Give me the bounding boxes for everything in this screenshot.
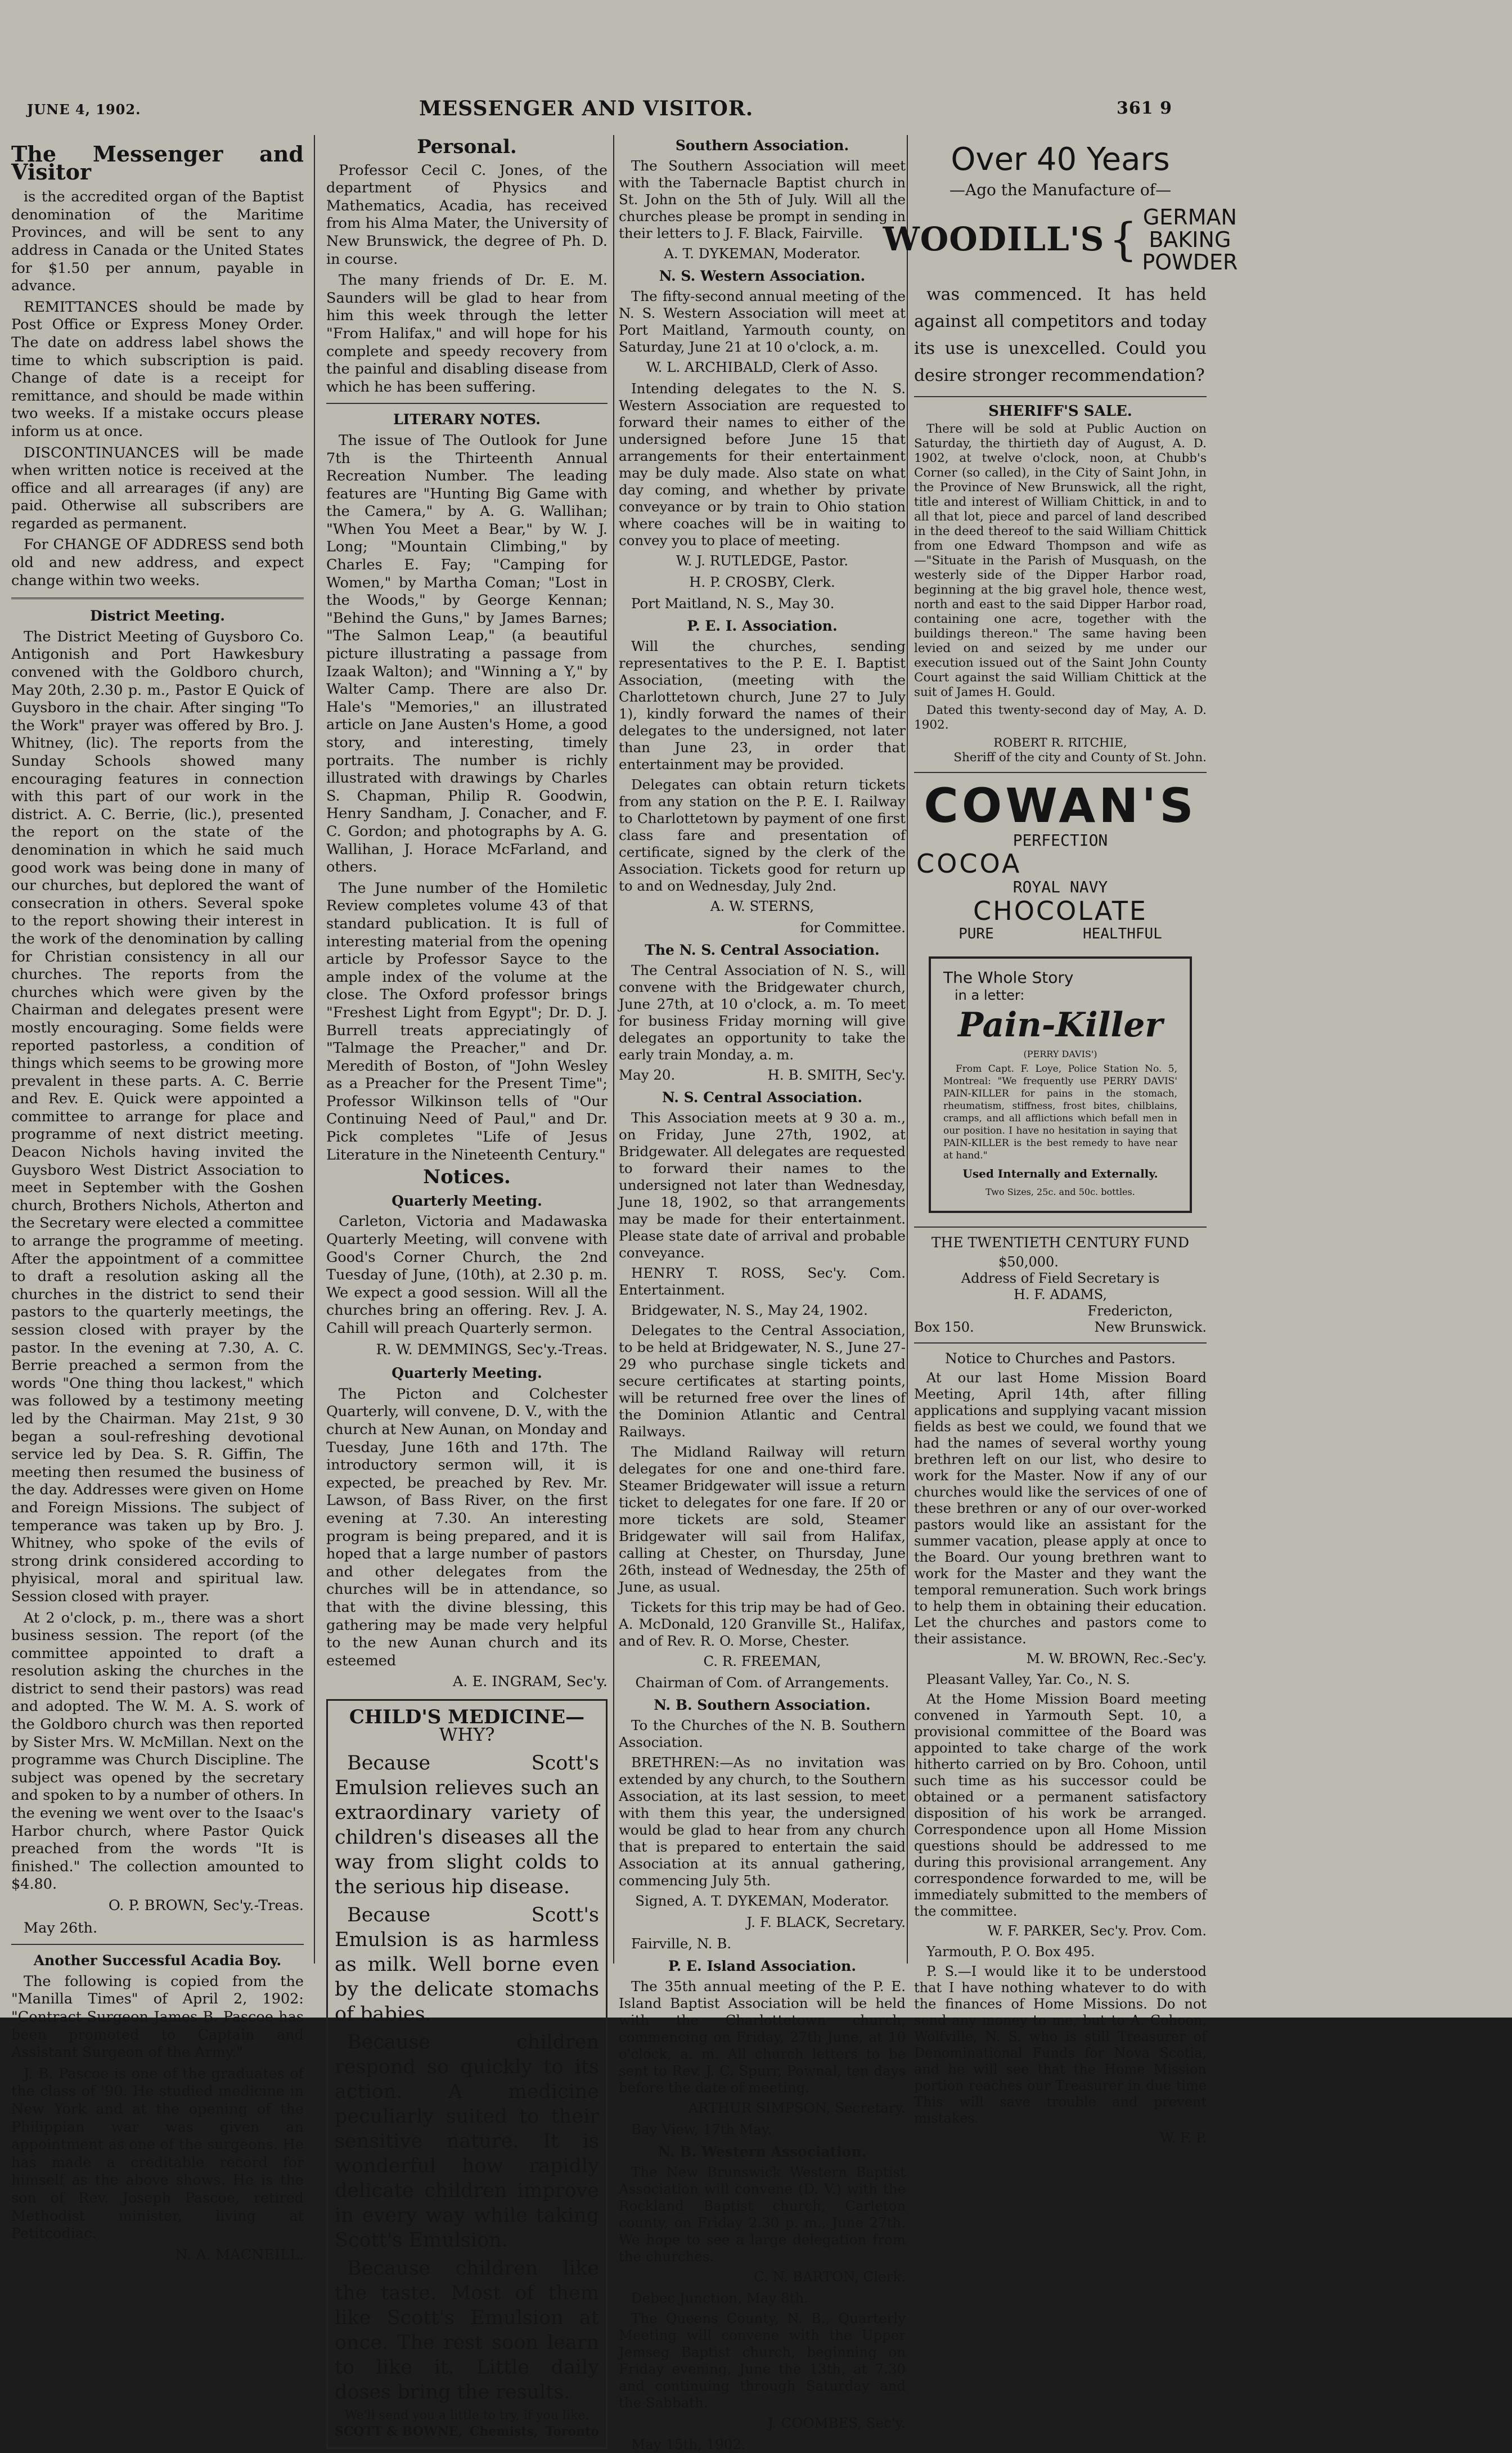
- fund-address: Address of Field Secretary is: [961, 1270, 1160, 1287]
- notice-date: Bay View, 17th May.: [631, 2121, 772, 2137]
- notice-date: Fairville, N. B.: [631, 1935, 732, 1952]
- article-title: District Meeting.: [90, 608, 225, 625]
- article-paragraph: At 2 o'clock, p. m., there was a short business session. The report (of the committee appointed to draft a resolution asking the churches in the district to send their pastors) was read and adopted. The W. M. A. S. work of the Goldboro church was then reported by Sister Mrs. W. McMillan. Next on the programme was Church Discipline. The subject was opened by the secretary and spoken to by a number of others. In the evening we went over to the Isaac's Harbor church, where Pastor Quick preached from the words "It is finished." The collection amounted to $4.80.: [11, 1609, 304, 1893]
- issue-date: JUNE 4, 1902.: [27, 101, 141, 118]
- notice-signature: J. F. BLACK, Secretary.: [746, 1914, 906, 1930]
- notice-signature: Signed, A. T. DYKEMAN, Moderator.: [635, 1893, 889, 1909]
- notice-title: Quarterly Meeting.: [392, 1192, 542, 1209]
- notice-title: Notice to Churches and Pastors.: [945, 1350, 1176, 1367]
- article-paragraph: The June number of the Homiletic Review completes volume 43 of that standard publication. It is full of interesting material from the opening article by Professor Sayce to the ample index of the volume at the close. The Oxford professor brings "Freshest Light from Egypt"; Dr. D. J. Burrell treats appreciatingly of "Talmage the Preacher," and Dr. Meredith of Boston, of "John Wesley as a Preacher for the Present Time"; Professor Wilkinson tells of "Our Continuing Need of Paul," and Dr. Pick completes "Life of Jesus Literature in the Nineteenth Century.": [326, 879, 608, 1163]
- divider: [11, 597, 304, 599]
- notice-title: THE TWENTIETH CENTURY FUND: [931, 1234, 1190, 1251]
- fund-city: Fredericton,: [1087, 1303, 1173, 1319]
- notice-title: The N. S. Central Association.: [645, 942, 880, 958]
- notice-paragraph: At the Home Mission Board meeting convened in Yarmouth Sept. 10, a provisional committee of the Board was appointed to take charge of the work hitherto carried on by Bro. Cohoon, until such time as his successor could be obtained or a permanent satisfactory disposition of his work be arranged. Correspondence upon all Home Mission questions should be addressed to me during this provisional arrangement. Any correspondence forwarded to me, will be immediately submitted to the members of the committee.: [914, 1691, 1207, 1920]
- fund-box: Box 150.: [914, 1319, 974, 1336]
- fund-name: H. F. ADAMS,: [1013, 1287, 1108, 1303]
- notice-footer: [619, 1067, 906, 1084]
- ad-footer-company: SCOTT & BOWNE,: [335, 2424, 463, 2439]
- notice-title: N. S. Western Association.: [659, 268, 866, 284]
- ad-small-print: We'll send you a little to try, if you like.: [344, 2409, 590, 2423]
- ad-paragraph: Because Scott's Emulsion is as harmless as milk. Well borne even by the delicate stomachs of babies.: [335, 1904, 599, 2026]
- divider: [914, 1342, 1207, 1344]
- notice-signature: C. R. FREEMAN,: [703, 1653, 821, 1669]
- notice-title: N. S. Central Association.: [662, 1089, 863, 1106]
- notice-title: N. B. Western Association.: [658, 2144, 867, 2160]
- notice-signature: Sheriff of the city and County of St. John.: [953, 750, 1207, 765]
- ad-product-line: GERMAN: [1142, 204, 1237, 230]
- notice-date: May 15th, 1902.: [631, 2436, 746, 2452]
- ad-footer: [335, 2424, 599, 2439]
- ad-paragraph: Because children like the taste. Most of them like Scott's Emulsion at once. The rest soon learn to like it. Little daily doses bring the results.: [335, 2257, 599, 2404]
- fund-amount: $50,000.: [998, 1254, 1059, 1270]
- article-date: May 26th.: [24, 1919, 98, 1937]
- section-title: LITERARY NOTES.: [393, 411, 541, 428]
- notice-paragraph: The New Brunswick Western Baptist Association will convene (D. V.) with the Rockland Baptist church, Carleton county, on Friday 2.30 p. m., June 27th. We hope to see a large delegation from the churches.: [619, 2164, 906, 2265]
- notice-paragraph: Will the churches, sending representatives to the P. E. I. Baptist Association, (meeting with the Charlottetown church, June 27 to July 1), kindly forward the names of their delegates to the undersigned, not later than June 23, in order that entertainment may be provided.: [619, 638, 906, 772]
- divider: [326, 403, 608, 404]
- notice-paragraph: The Southern Association will meet with the Tabernacle Baptist church in St. John on the 5th of July. Will all the churches please be prompt in sending in their letters to J. F. Black, Fairville.: [619, 158, 906, 241]
- divider: [11, 1944, 304, 1945]
- article-paragraph: The issue of The Outlook for June 7th is the Thirteenth Annual Recreation Number. The leading features are "Hunting Big Game with the Camera," by A. G. Wallihan; "When You Meet a Bear," by W. J. Long; "Mountain Climbing," by Charles E. Fay; "Camping for Women," by Martha Coman; "Lost in the Woods," by George Kennan; "Behind the Guns," by James Barnes; "The Salmon Leap," (a beautiful picture illustrating a passage from Izaak Walton); and "Winning a Y," by Walter Camp. There are also Dr. Hale's "Memories," an illustrated article on Jane Austen's Home, a good story, and interesting, timely portraits. The number is richly illustrated with drawings by Charles S. Chapman, Philip R. Goodwin, Henry Sandham, J. Conacher, and F. C. Gordon; and photographs by A. G. Wallihan, J. Horace McFarland, and others.: [326, 432, 608, 876]
- ad-brand: WOODILL'S: [883, 219, 1105, 258]
- ad-sizes: Two Sizes, 25c. and 50c. bottles.: [986, 1186, 1135, 1197]
- notice-paragraph: Carleton, Victoria and Madawaska Quarterly Meeting, will convene with Good's Corner Church, the 2nd Tuesday of June, (10th), at 2.30 p. m. We expect a good session. Will all the churches bring an offering. Rev. J. A. Cahill will preach Quarterly sermon.: [326, 1213, 608, 1337]
- notice-place: Yarmouth, P. O. Box 495.: [926, 1944, 1095, 1960]
- notice-signature: ROBERT R. RITCHIE,: [993, 735, 1127, 750]
- ad-intro: The Whole Story: [943, 968, 1074, 987]
- notice-paragraph: To the Churches of the N. B. Southern Association.: [619, 1717, 906, 1750]
- ad-title: CHILD'S MEDICINE—: [349, 1705, 585, 1728]
- notice-date: Debec Junction, May 8th.: [631, 2290, 809, 2306]
- remittances-note: REMITTANCES should be made by Post Office or Express Money Order. The date on address label shows the time to which subscription is paid. Change of date is a receipt for remittance, and should be made within two weeks. If a mistake occurs please inform us at once.: [11, 298, 304, 440]
- column-1: [11, 128, 304, 2263]
- ad-product-line: POWDER: [1142, 249, 1238, 275]
- page-number: 361 9: [1117, 98, 1172, 118]
- ad-line: ROYAL NAVY: [1012, 878, 1108, 897]
- ad-subhead: —Ago the Manufacture of—: [949, 181, 1172, 199]
- article-signature: N. A. MACNEILL.: [175, 2246, 304, 2263]
- notice-paragraph: The 35th annual meeting of the P. E. Island Baptist Association will be held with the Charlottetown church, commencing on Friday, 27th June, at 10 o'clock, a. m. All church letters to be sent to Rev. J. C. Spurr, Pownal, ten days before the date of meeting.: [619, 1978, 906, 2096]
- ad-brand: Pain-Killer: [957, 1005, 1163, 1045]
- fund-province: New Brunswick.: [1094, 1319, 1207, 1336]
- divider: [914, 772, 1207, 773]
- notice-paragraph: This Association meets at 9 30 a. m., on Friday, June 27th, 1902, at Bridgewater. All delegates are requested to forward their names to the undersigned not later than Wednesday, June 18, 1902, so that arrangements may be made for their entertainment. Please state date of arrival and probable conveyance.: [619, 1109, 906, 1261]
- ad-line: [914, 926, 1207, 944]
- ad-brand-sub: (PERRY DAVIS'): [1023, 1048, 1097, 1059]
- notice-paragraph: BRETHREN:—As no invitation was extended by any church, to the Southern Association, at its last session, to meet with them this year, the undersigned would be glad to hear from any church that is prepared to entertain the said Association at its annual gathering, commencing July 5th.: [619, 1754, 906, 1889]
- notice-date: Port Maitland, N. S., May 30.: [631, 595, 835, 612]
- ad-footer-city: Toronto: [545, 2424, 599, 2439]
- notice-signature: ARTHUR SIMPSON, Secretary.: [688, 2100, 906, 2116]
- masthead-text: is the accredited organ of the Baptist denomination of the Maritime Provinces, and will be sent to any address in Canada or the United States for $1.50 per annum, payable in advance.: [11, 188, 304, 295]
- newspaper-title: MESSENGER AND VISITOR.: [419, 97, 754, 120]
- notice-paragraph: P. S.—I would like it to be understood that I have nothing whatever to do with the finances of Home Missions. Do not send any money to me, but to A. Cohoon, Wolfville, N. S. who is still Treasurer of Denominational Funds for Nova Scotia, and he will see that the Home Mission portion reaches our Treasurer in due time This will save trouble and prevent mistakes.: [914, 1964, 1207, 2127]
- brace-icon: {: [1109, 213, 1138, 266]
- ad-subtitle: WHY?: [439, 1724, 495, 1746]
- notice-paragraph: The Midland Railway will return delegates for one and one-third fare. Steamer Bridgewater will issue a return ticket to delegates for one fare. If 20 or more tickets are sold, Steamer Bridgewater will sail from Halifax, calling at Chester, on Thursday, June 26th, instead of Wednesday, the 25th of June, as usual.: [619, 1444, 906, 1595]
- notice-signature: H. P. CROSBY, Clerk.: [689, 574, 835, 590]
- ad-line: CHOCOLATE: [973, 895, 1148, 926]
- fund-box-row: [914, 1319, 1207, 1336]
- divider: [914, 396, 1207, 397]
- notice-paragraph: Intending delegates to the N. S. Western Association are requested to forward their names to either of the undersigned before June 15 that arrangements for their entertainment may be duly made. Also state on what day coming, and whether by private conveyance or by train to Ohio station where coaches will be in waiting to convey you to place of meeting.: [619, 380, 906, 549]
- column-2: [326, 128, 608, 2439]
- article-paragraph: The following is copied from the "Manilla Times" of April 2, 1902: "Contract Surgeon James B. Pascoe has been promoted to Captain and Assistant Surgeon of the Army.": [11, 1973, 304, 2061]
- article-paragraph: Professor Cecil C. Jones, of the department of Physics and Mathematics, Acadia, has received from his Alma Mater, the University of New Brunswick, the degree of Ph. D. in course.: [326, 161, 608, 268]
- ad-paragraph: Because Scott's Emulsion relieves such an extraordinary variety of children's diseases all the way from slight colds to the serious hip disease.: [335, 1752, 599, 1899]
- notice-paragraph: Tickets for this trip may be had of Geo. A. McDonald, 120 Granville St., Halifax, and of Rev. R. O. Morse, Chester.: [619, 1599, 906, 1649]
- notice-signature: R. W. DEMMINGS, Sec'y.-Treas.: [376, 1341, 608, 1358]
- article-title: Another Successful Acadia Boy.: [33, 1952, 282, 1969]
- notice-signature: A. E. INGRAM, Sec'y.: [452, 1673, 608, 1691]
- notice-signature: W. J. RUTLEDGE, Pastor.: [676, 552, 849, 569]
- notice-place: Pleasant Valley, Yar. Co., N. S.: [926, 1672, 1130, 1688]
- ad-footer-role: Chemists,: [469, 2424, 538, 2439]
- section-title: Personal.: [417, 136, 517, 158]
- notice-signature: Chairman of Com. of Arrangements.: [635, 1674, 889, 1691]
- century-fund: [914, 1234, 1207, 2146]
- notice-title: P. E. I. Association.: [687, 618, 838, 634]
- article-paragraph: The District Meeting of Guysboro Co. Antigonish and Port Hawkesbury convened with the Goldboro church, May 20th, 2.30 p. m., Pastor E Quick of Guysboro in the chair. After singing "To the Work" prayer was offered by Bro. J. Whitney, (lic). The reports from the Sunday Schools showed many encouraging features in connection with this part of our work in the district. A. C. Berrie, (lic.), presented the report on the state of the denomination in which he said much good work was being done in many of our churches, but deplored the want of consecration in others. Several spoke to the report showing their interest in the work of the denomination by calling for Christian consistency in all our churches. The reports from the churches which were given by the Chairman and delegates present were mostly encouraging. Some fields were reported pastorless, a condition of things which seems to be growing more prevalent in these parts. A. C. Berrie and Rev. E. Quick were appointed a committee to arrange for place and programme of next district meeting. Deacon Nichols having invited the Guysboro West District Association to meet in September with the Goshen church, Brothers Nichols, Atherton and the Secretary were elected a committee to arrange the programme of meeting. After the appointment of a committee to draft a resolution asking all the churches in the district to send their pastors to the quarterly meetings, the session closed with prayer by the pastor. In the evening at 7.30, A. C. Berrie preached a sermon from the words "One thing thou lackest," which was followed by a testimony meeting led by the Chairman. May 21st, 9 30 began a soul-refreshing devotional service led by Dea. S. R. Giffin, The meeting then resumed the business of the day. Addresses were given on Home and Foreign Missions. The subject of temperance was taken up by Bro. J. Whitney, who spoke of the evils of strong drink considered according to phyisical, moral and spiritual law. Session closed with prayer.: [11, 628, 304, 1605]
- notice-paragraph: The Queens County, N. B., Quarterly Meeting will convene with the Upper Jemseg Baptist church, beginning on Friday evening, June the 13th, at 7.30 and continuing through Saturday and the Sabbath.: [619, 2310, 906, 2411]
- article-paragraph: J. B. Pascoe is one of the graduates of the class of '90. He studied medicine in New York and at the opening of the Philippian war was given an appointment as one of the surgeons. He has made a creditable record for himself as the above shows. He is the son of Rev. Joseph Pascoe, retired Methodist minister, living at Petitcodiac.: [11, 2065, 304, 2243]
- scotts-emulsion-ad: [326, 1699, 608, 2449]
- notice-signature: C. N. BARTON, Clerk.: [754, 2268, 906, 2285]
- notice-title: Quarterly Meeting.: [392, 1365, 542, 1382]
- article-paragraph: The many friends of Dr. E. M. Saunders will be glad to hear from him this week through the letter "From Halifax," and will hope for his complete and speedy recovery from the painful and disabling disease from which he has been suffering.: [326, 272, 608, 396]
- notice-signature: A. T. DYKEMAN, Moderator.: [664, 245, 861, 262]
- notice-date: May 20.: [619, 1067, 676, 1083]
- ad-line: PERFECTION: [1012, 830, 1108, 850]
- ad-brand: COWAN'S: [924, 778, 1197, 833]
- notice-title: SHERIFF'S SALE.: [988, 402, 1132, 420]
- notice-signature: W. F. PARKER, Sec'y. Prov. Com.: [987, 1923, 1207, 1939]
- notice-signature: J. COOMBES, Sec'y.: [768, 2415, 906, 2431]
- ad-brand-row: [883, 204, 1238, 275]
- column-rule: [613, 135, 614, 1964]
- ad-intro: in a letter:: [955, 987, 1025, 1003]
- discontinuances-note: DISCONTINUANCES will be made when written notice is received at the office and all arrearages (if any) are paid. Otherwise all subscribers are regarded as permanent.: [11, 444, 304, 532]
- column-rule: [907, 135, 908, 1964]
- notice-signature: W. L. ARCHIBALD, Clerk of Asso.: [646, 359, 879, 375]
- notice-signature: H. B. SMITH, Sec'y.: [767, 1067, 906, 1083]
- notice-paragraph: The fifty-second annual meeting of the N. S. Western Association will meet at Port Maitland, Yarmouth county, on Saturday, June 21 at 10 o'clock, a. m.: [619, 288, 906, 355]
- notice-date: Bridgewater, N. S., May 24, 1902.: [631, 1302, 868, 1318]
- article-signature: O. P. BROWN, Sec'y.-Treas.: [108, 1897, 304, 1914]
- column-rule: [314, 135, 315, 1964]
- cowans-ad: [914, 780, 1207, 944]
- notice-paragraph: The Picton and Colchester Quarterly, will convene, D. V., with the church at New Aunan, on Monday and Tuesday, June 16th and 17th. The introductory sermon will, it is expected, be preached by Rev. Mr. Lawson, of Bass River, on the first evening at 7.30. An interesting program is being prepared, and it is hoped that a large number of pastors and other delegates from the churches will be in attendance, so that with the divine blessing, this gathering may be made very helpful to the new Aunan church and its esteemed: [326, 1385, 608, 1669]
- divider: [914, 1226, 1207, 1228]
- ad-headline: Over 40 Years: [951, 141, 1170, 178]
- notice-signature: A. W. STERNS,: [710, 898, 814, 914]
- column-4: [883, 128, 1238, 2146]
- ad-text: was commenced. It has held against all competitors and today its use is unexcelled. Could you desire stronger recommendation?: [914, 284, 1207, 385]
- notice-signature: for Committee.: [800, 919, 906, 936]
- ad-usage: Used Internally and Externally.: [962, 1167, 1158, 1181]
- ad-word: PURE: [958, 925, 994, 942]
- notice-paragraph: Dated this twenty-second day of May, A. D. 1902.: [914, 703, 1207, 732]
- masthead-title: The Messenger and Visitor: [11, 141, 304, 185]
- notice-signature: W. F. P.: [1160, 2130, 1207, 2146]
- column-3: [619, 128, 906, 2452]
- notice-title: Southern Association.: [675, 137, 849, 154]
- ad-text: From Capt. F. Loye, Police Station No. 5, Montreal: "We frequently use PERRY DAVIS' PAIN-KILLER for pains in the stomach, rheumatism, stiffness, frost bites, chilblains, cramps, and all afflictions which befall men in our position. I have no hesitation in saying that PAIN-KILLER is the best remedy to have near at hand.": [943, 1063, 1177, 1162]
- sheriffs-sale: [914, 404, 1207, 765]
- notice-signature: M. W. BROWN, Rec.-Sec'y.: [1026, 1651, 1207, 1667]
- notice-signature: HENRY T. ROSS, Sec'y. Com. Entertainment.: [619, 1265, 906, 1298]
- notice-title: P. E. Island Association.: [668, 1958, 857, 1974]
- ad-paragraph: Because children respond so quickly to its action. A medicine peculiarly suited to their sensitive nature. It is wonderful how rapidly delicate children improve in every way while taking Scott's Emulsion.: [335, 2031, 599, 2252]
- notice-paragraph: There will be sold at Public Auction on Saturday, the thirtieth day of August, A. D. 1902, at twelve o'clock, noon, at Chubb's Corner (so called), in the City of Saint John, in the Province of New Brunswick, all the right, title and interest of William Chittick, in and to all that lot, piece and parcel of land described in the deed thereof to the said William Chittick from one Edward Thompson and wife as—"Situate in the Parish of Musquash, on the westerly side of the Dipper Harbor road, beginning at the big gravel hole, thence west, north and east to the said Dipper Harbor road, containing one acre, together with the buildings thereon." The same having been levied on and seized by me under our execution issued out of the Saint John County Court against the said William Chittick at the suit of James H. Gould.: [914, 421, 1207, 699]
- notice-paragraph: At our last Home Mission Board Meeting, April 14th, after filling applications and supplying vacant mission fields as best we could, we found that we had the names of several worthy young brethren left on our list, who desire to work for the Master. Now if any of our churches would like the services of one of these brethren or any of our over-worked pastors would like an assistant for the summer vacation, please apply at once to the Board. Our young brethren want to work for the Master and they want the temporal remuneration. Such work brings to help them in obtaining their education. Let the churches and pastors come to their assistance.: [914, 1370, 1207, 1647]
- notice-paragraph: The Central Association of N. S., will convene with the Bridgewater church, June 27th, at 10 o'clock, a. m. To meet for business Friday morning will give delegates an opportunity to take the early train Monday, a. m.: [619, 962, 906, 1063]
- woodills-ad: [883, 141, 1238, 389]
- pain-killer-ad: [929, 956, 1192, 1213]
- notice-paragraph: Delegates to the Central Association, to be held at Bridgewater, N. S., June 27-29 who purchase single tickets and secure certificates at starting points, will be returned free over the lines of the Dominion Atlantic and Central Railways.: [619, 1322, 906, 1440]
- notice-paragraph: Delegates can obtain return tickets from any station on the P. E. I. Railway to Charlottetown by payment of one first class fare and presentation of certificate, signed by the clerk of the Association. Tickets good for return up to and on Wednesday, July 2nd.: [619, 776, 906, 894]
- ad-word: HEALTHFUL: [1082, 925, 1162, 942]
- section-title: Notices.: [423, 1166, 511, 1189]
- ad-product-line: BAKING: [1149, 227, 1231, 252]
- ad-product: [1142, 206, 1238, 273]
- ad-line: COCOA: [916, 848, 1022, 879]
- notice-title: N. B. Southern Association.: [654, 1697, 871, 1713]
- change-address-note: For CHANGE OF ADDRESS send both old and new address, and expect change within two weeks.: [11, 536, 304, 589]
